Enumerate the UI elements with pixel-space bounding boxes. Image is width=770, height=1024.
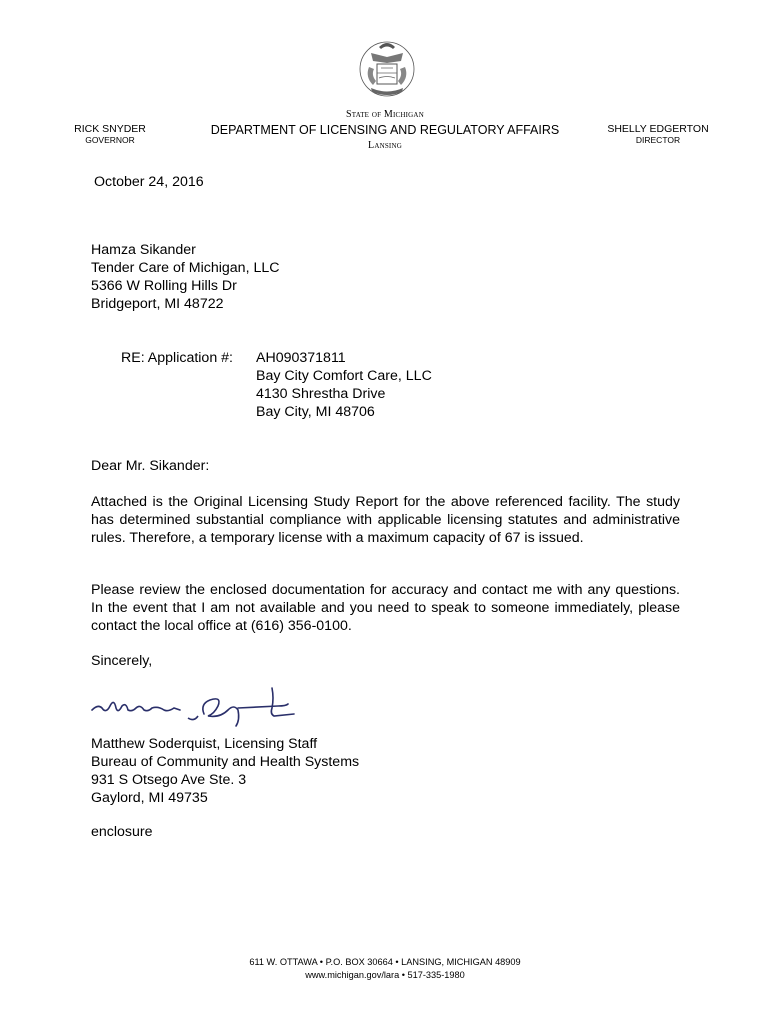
signer-bureau: Bureau of Community and Health Systems: [91, 754, 360, 770]
recipient-company: Tender Care of Michigan, LLC: [91, 260, 280, 276]
closing: Sincerely,: [91, 653, 153, 669]
body-paragraph-1: Attached is the Original Licensing Study Report for the above referenced facility. The study has determined substantial compliance with applicable licensing statutes and administrative rules. Therefore, a temporary license with a maximum capacity of 67 is issued.: [91, 494, 680, 546]
department-name: DEPARTMENT OF LICENSING AND REGULATORY AFFAIRS: [210, 123, 560, 137]
enclosure-note: enclosure: [91, 824, 153, 840]
salutation: Dear Mr. Sikander:: [91, 458, 210, 474]
application-number: AH090371811: [256, 350, 346, 366]
handwritten-signature: [88, 684, 306, 728]
footer: [180, 956, 590, 982]
governor-block: [62, 123, 158, 146]
state-name: State of Michigan: [346, 109, 424, 120]
facility-city: Bay City, MI 48706: [256, 404, 375, 420]
governor-title: GOVERNOR: [85, 135, 135, 145]
letter-date: October 24, 2016: [94, 174, 204, 190]
footer-contact: www.michigan.gov/lara • 517-335-1980: [305, 970, 465, 980]
footer-address: 611 W. OTTAWA • P.O. BOX 30664 • LANSING, MICHIGAN 48909: [249, 957, 521, 967]
recipient-address: [91, 241, 279, 313]
governor-name: RICK SNYDER: [74, 123, 146, 135]
signer-street: 931 S Otsego Ave Ste. 3: [91, 772, 247, 788]
signer-city: Gaylord, MI 49735: [91, 790, 208, 806]
recipient-city: Bridgeport, MI 48722: [91, 296, 224, 312]
recipient-street: 5366 W Rolling Hills Dr: [91, 278, 237, 294]
facility-name: Bay City Comfort Care, LLC: [256, 368, 432, 384]
recipient-name: Hamza Sikander: [91, 242, 196, 258]
body-paragraph-2: Please review the enclosed documentation for accuracy and contact me with any questions. In the event that I am not available and you need to speak to someone immediately, please contact the local office at (616) 356-0100.: [91, 582, 680, 634]
michigan-state-seal-icon: [357, 33, 417, 105]
director-name: SHELLY EDGERTON: [607, 123, 709, 135]
director-block: [598, 123, 718, 146]
facility-street: 4130 Shrestha Drive: [256, 386, 386, 402]
signer-name: Matthew Soderquist, Licensing Staff: [91, 736, 318, 752]
re-details: [256, 349, 432, 421]
city-name: Lansing: [368, 140, 402, 151]
re-label: RE: Application #:: [121, 350, 233, 366]
signer-block: [91, 735, 359, 807]
letterhead: [180, 109, 590, 152]
director-title: DIRECTOR: [635, 135, 681, 145]
